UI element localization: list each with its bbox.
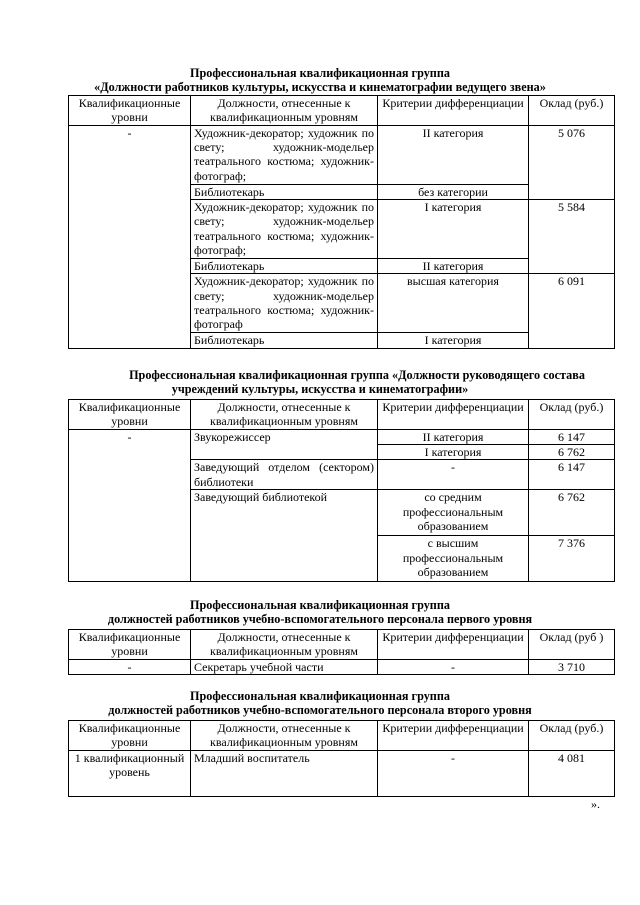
level-cell: - (69, 660, 191, 675)
section-3-title-line1: Профессиональная квалификационная группа (190, 598, 450, 612)
position-cell: Художник-декоратор; художник по свету; художник-модельер театрального костюма; художник-фотограф; (191, 200, 378, 259)
criterion-cell: I категория (378, 333, 529, 348)
header-levels: Квалификационные уровни (69, 721, 191, 751)
salary-cell: 6 147 (529, 460, 615, 490)
table-row (69, 430, 615, 445)
header-criteria: Критерии дифференциации (378, 721, 529, 751)
position-cell: Библиотекарь (191, 333, 378, 348)
section-4-title-line1: Профессиональная квалификационная группа (190, 689, 450, 703)
section-2-title-line2: учреждений культуры, искусства и кинематографии» (171, 382, 469, 396)
header-levels: Квалификационные уровни (69, 400, 191, 430)
criterion-cell: I категория (378, 445, 529, 460)
criterion-cell: со средним профессиональным образованием (378, 490, 529, 536)
position-cell: Секретарь учебной части (191, 660, 378, 675)
criterion-cell: - (378, 660, 529, 675)
header-positions: Должности, отнесенные к квалификационным уровням (191, 96, 378, 126)
table-header-row (69, 400, 615, 430)
position-cell: Библиотекарь (191, 185, 378, 200)
closing-quote-mark: ». (591, 797, 600, 811)
level-cell: - (69, 126, 191, 349)
section-1-table (68, 95, 615, 349)
salary-cell: 6 762 (529, 490, 615, 536)
salary-cell: 3 710 (529, 660, 615, 675)
header-salary: Оклад (руб.) (529, 721, 615, 751)
salary-cell: 6 091 (529, 274, 615, 348)
criterion-cell: I категория (378, 200, 529, 259)
header-positions: Должности, отнесенные к квалификационным уровням (191, 721, 378, 751)
header-criteria: Критерии дифференциации (378, 96, 529, 126)
header-positions: Должности, отнесенные к квалификационным уровням (191, 630, 378, 660)
section-1-title-line2: «Должности работников культуры, искусства и кинематографии ведущего звена» (94, 80, 546, 94)
table-row (69, 751, 615, 797)
header-levels: Квалификационные уровни (69, 630, 191, 660)
criterion-cell: - (378, 751, 529, 797)
header-criteria: Критерии дифференциации (378, 400, 529, 430)
header-salary: Оклад (руб.) (529, 96, 615, 126)
section-2-table (68, 399, 615, 582)
salary-cell: 6 147 (529, 430, 615, 445)
position-cell: Художник-декоратор; художник по свету; художник-модельер театрального костюма; художник-фотограф; (191, 126, 378, 185)
header-positions: Должности, отнесенные к квалификационным уровням (191, 400, 378, 430)
section-4-table (68, 720, 615, 797)
salary-cell: 7 376 (529, 536, 615, 582)
position-cell: Заведующий библиотекой (191, 490, 378, 582)
section-4-title-line2: должностей работников учебно-вспомогательного персонала второго уровня (108, 703, 532, 717)
criterion-cell: без категории (378, 185, 529, 200)
salary-cell: 5 584 (529, 200, 615, 274)
header-levels: Квалификационные уровни (69, 96, 191, 126)
table-row (69, 660, 615, 675)
position-cell: Звукорежиссер (191, 430, 378, 460)
criterion-cell: II категория (378, 259, 529, 274)
header-salary: Оклад (руб ) (529, 630, 615, 660)
table-header-row (69, 721, 615, 751)
section-3-title-line2: должностей работников учебно-вспомогательного персонала первого уровня (107, 612, 533, 626)
header-criteria: Критерии дифференциации (378, 630, 529, 660)
criterion-cell: с высшим профессиональным образованием (378, 536, 529, 582)
table-header-row (69, 96, 615, 126)
header-salary: Оклад (руб.) (529, 400, 615, 430)
level-cell: 1 квалификационный уровень (69, 751, 191, 797)
table-row (69, 126, 615, 185)
position-cell: Художник-декоратор; художник по свету; художник-модельер театрального костюма; художник-фотограф (191, 274, 378, 333)
position-cell: Библиотекарь (191, 259, 378, 274)
position-cell: Младший воспитатель (191, 751, 378, 797)
criterion-cell: II категория (378, 430, 529, 445)
table-header-row (69, 630, 615, 660)
level-cell: - (69, 430, 191, 582)
criterion-cell: высшая категория (378, 274, 529, 333)
salary-cell: 6 762 (529, 445, 615, 460)
position-cell: Заведующий отделом (сектором) библиотеки (191, 460, 378, 490)
salary-cell: 4 081 (529, 751, 615, 797)
section-1-title-line1: Профессиональная квалификационная группа (190, 66, 450, 80)
criterion-cell: II категория (378, 126, 529, 185)
salary-cell: 5 076 (529, 126, 615, 200)
section-2-title-line1: Профессиональная квалификационная группа «Должности руководящего состава (129, 368, 585, 382)
section-3-table (68, 629, 615, 675)
criterion-cell: - (378, 460, 529, 490)
